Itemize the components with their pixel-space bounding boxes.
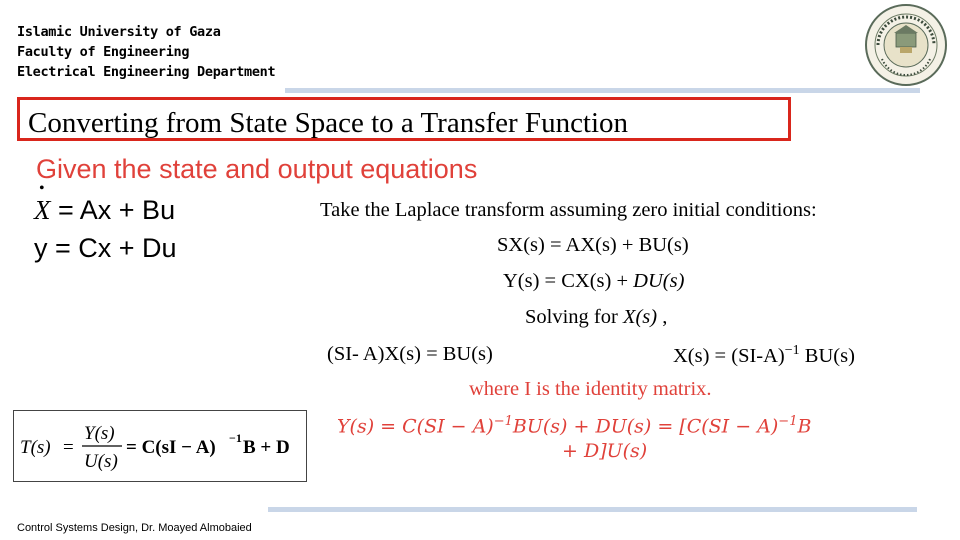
laplace-output-part-a: Y(s) = CX(s) <box>503 270 617 292</box>
laplace-state-equation: SX(s) = AX(s) + BU(s) <box>497 234 689 256</box>
laplace-output-plus: + <box>616 270 629 292</box>
transfer-function-formula <box>14 411 305 480</box>
bottom-divider <box>268 507 917 512</box>
laplace-intro: Take the Laplace transform assuming zero initial conditions: <box>320 199 817 221</box>
slide-title: Converting from State Space to a Transfer Function <box>28 107 629 139</box>
slide-title-box <box>17 97 791 141</box>
tf-lhs: T(s) <box>20 437 51 458</box>
state-solution-a: X(s) = (SI-A) <box>673 344 785 367</box>
transfer-derivation-line-1 <box>337 414 811 437</box>
tf-line1-exp2: −1 <box>778 414 798 429</box>
tf-numerator: Y(s) <box>84 423 115 444</box>
faculty-name: Faculty of Engineering <box>17 44 190 60</box>
institution-header <box>17 22 275 82</box>
laplace-output-part-c: DU(s) <box>628 270 685 292</box>
given-heading: Given the state and output equations <box>36 154 478 184</box>
transfer-derivation-line-2: + D]U(s) <box>562 440 648 462</box>
tf-rhs-b: B + D <box>243 437 290 458</box>
x-dot-symbol: • X <box>34 195 51 225</box>
identity-note: where I is the identity matrix. <box>469 378 712 400</box>
transfer-function-box <box>13 410 307 482</box>
tf-rhs-a: = C(sI − A) <box>126 437 216 458</box>
laplace-output-equation <box>503 270 684 293</box>
department-name: Electrical Engineering Department <box>17 64 276 80</box>
solving-text: Solving for <box>525 306 623 328</box>
state-solution <box>673 343 855 368</box>
tf-line1-a: Y(s) = C(SI − A) <box>337 415 494 438</box>
output-equation: y = Cx + Du <box>34 233 177 263</box>
state-solution-b: BU(s) <box>799 344 855 367</box>
tf-line1-exp1: −1 <box>493 414 513 429</box>
tf-line1-c: B <box>797 415 812 438</box>
state-solution-exponent: −1 <box>784 343 800 358</box>
solving-comma: , <box>657 306 668 328</box>
tf-equals: = <box>63 437 74 458</box>
rearranged-equation: (SI- A)X(s) = BU(s) <box>327 343 493 365</box>
university-name: Islamic University of Gaza <box>17 24 221 40</box>
top-divider <box>285 88 920 93</box>
university-seal-icon <box>864 3 948 87</box>
solving-variable: X(s) <box>622 306 658 328</box>
tf-rhs-exponent: −1 <box>229 431 242 445</box>
tf-denominator: U(s) <box>84 451 118 472</box>
solving-line <box>525 306 667 329</box>
footer-credit: Control Systems Design, Dr. Moayed Almobaied <box>17 522 252 534</box>
tf-line1-b: BU(s) + DU(s) = [C(SI − A) <box>512 415 779 438</box>
state-equation-rhs: = Ax + Bu <box>50 195 176 225</box>
state-equation <box>34 195 175 226</box>
